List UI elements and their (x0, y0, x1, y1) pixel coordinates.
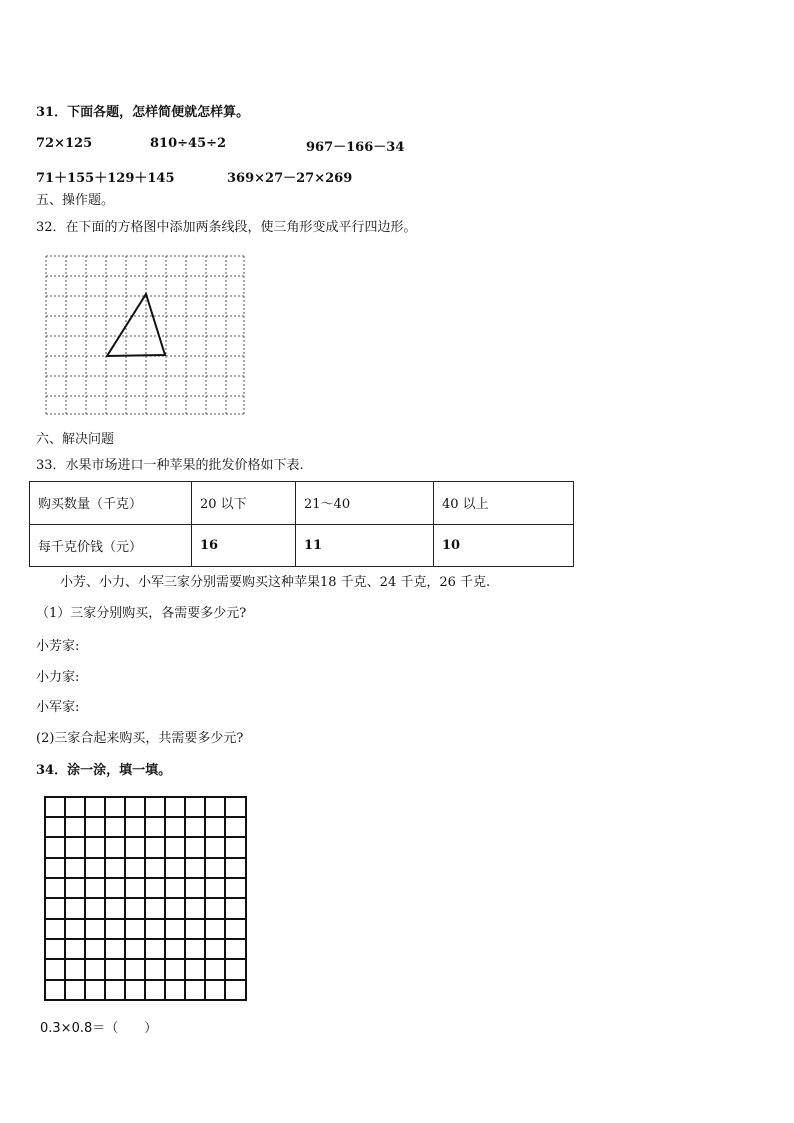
answer-label-xiaoli: 小力家: (36, 670, 80, 685)
q34-square-grid[interactable] (44, 796, 248, 1002)
table-cell: 20 以下 (192, 482, 296, 525)
q33-title: 33．水果市场进口一种苹果的批发价格如下表. (36, 458, 304, 473)
q34-formula: 0.3×0.8＝（ ） (40, 1021, 158, 1036)
q31-expr-5: 369×27－27×269 (227, 171, 353, 186)
q31-expr-3: 967－166－34 (306, 140, 405, 155)
q32-triangle (107, 294, 165, 356)
q34-title: 34．涂一涂，填一填。 (36, 763, 172, 778)
q31-expr-1: 72×125 (36, 136, 93, 151)
q31-expr-4: 71＋155＋129＋145 (36, 171, 175, 186)
table-cell: 21～40 (296, 482, 434, 525)
table-row (30, 482, 574, 525)
table-cell: 40 以上 (434, 482, 574, 525)
table-cell: 10 (434, 524, 574, 567)
q33-sub-question-2: (2)三家合起来购买，共需要多少元? (36, 731, 244, 746)
q31-expr-2: 810÷45÷2 (150, 136, 227, 151)
q31-title: 31．下面各题，怎样简便就怎样算。 (36, 105, 250, 120)
table-cell: 11 (296, 524, 434, 567)
table-cell: 每千克价钱（元） (30, 524, 192, 567)
answer-label-xiaofang: 小芳家: (36, 639, 80, 654)
price-table (29, 481, 574, 567)
section-5-heading: 五、操作题。 (36, 193, 115, 208)
table-row (30, 524, 574, 567)
q33-intro: 小芳、小力、小军三家分别需要购买这种苹果18 千克、24 千克，26 千克. (60, 575, 491, 590)
q32-title: 32．在下面的方格图中添加两条线段，使三角形变成平行四边形。 (36, 220, 417, 235)
q33-sub-question-1: （1）三家分别购买，各需要多少元? (36, 606, 247, 621)
answer-label-xiaojun: 小军家: (36, 700, 80, 715)
table-cell: 16 (192, 524, 296, 567)
section-6-heading: 六、解决问题 (36, 432, 115, 447)
q32-dotted-grid (44, 254, 248, 416)
table-cell: 购买数量（千克） (30, 482, 192, 525)
